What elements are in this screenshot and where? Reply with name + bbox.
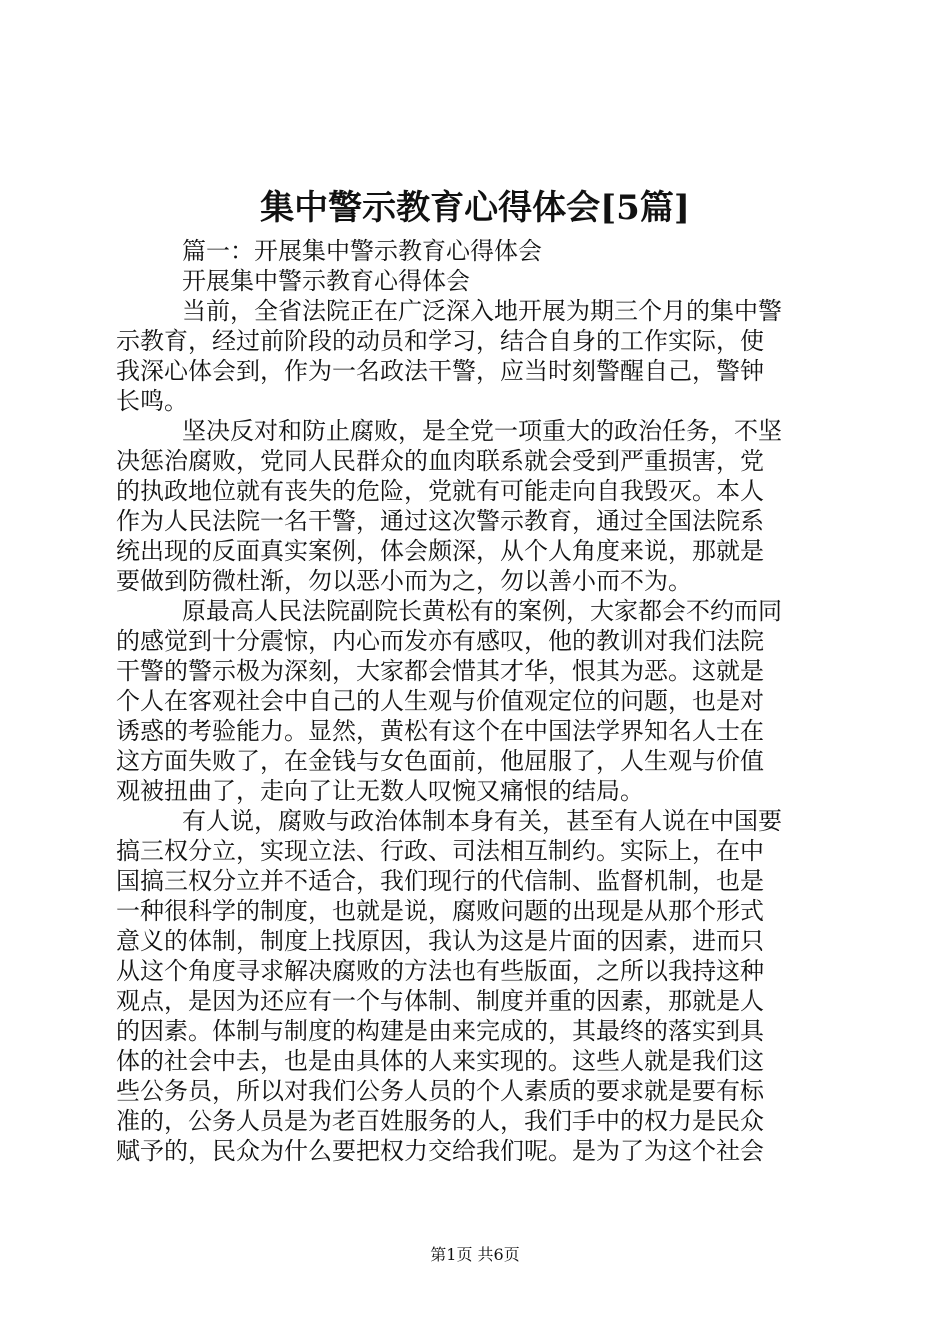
text-line: 的感觉到十分震惊，内心而发亦有感叹，他的教训对我们法院 (116, 627, 764, 655)
text-line: 准的，公务人员是为老百姓服务的人，我们手中的权力是民众 (116, 1107, 764, 1135)
text-line: 个人在客观社会中自己的人生观与价值观定位的问题，也是对 (116, 687, 764, 715)
text-line: 统出现的反面真实案例，体会颇深，从个人角度来说，那就是 (116, 537, 764, 565)
text-line: 体的社会中去，也是由具体的人来实现的。这些人就是我们这 (116, 1047, 764, 1075)
document-body (116, 236, 832, 1166)
text-line: 国搞三权分立并不适合，我们现行的代信制、监督机制，也是 (116, 867, 764, 895)
text-line: 长鸣。 (116, 387, 188, 415)
text-line: 这方面失败了，在金钱与女色面前，他屈服了，人生观与价值 (116, 747, 764, 775)
text-line: 些公务员，所以对我们公务人员的个人素质的要求就是要有标 (116, 1077, 764, 1105)
text-line: 意义的体制，制度上找原因，我认为这是片面的因素，进而只 (116, 927, 764, 955)
text-line: 原最高人民法院副院长黄松有的案例，大家都会不约而同 (182, 597, 782, 625)
text-line: 的因素。体制与制度的构建是由来完成的，其最终的落实到具 (116, 1017, 764, 1045)
text-line: 干警的警示极为深刻，大家都会惜其才华，恨其为恶。这就是 (116, 657, 764, 685)
text-line: 赋予的，民众为什么要把权力交给我们呢。是为了为这个社会 (116, 1137, 764, 1165)
text-line: 观点，是因为还应有一个与体制、制度并重的因素，那就是人 (116, 987, 764, 1015)
text-line: 坚决反对和防止腐败，是全党一项重大的政治任务，不坚 (182, 417, 782, 445)
text-line: 搞三权分立，实现立法、行政、司法相互制约。实际上，在中 (116, 837, 764, 865)
text-line: 决惩治腐败，党同人民群众的血肉联系就会受到严重损害，党 (116, 447, 764, 475)
text-line: 诱惑的考验能力。显然，黄松有这个在中国法学界知名人士在 (116, 717, 764, 745)
document-title: 集中警示教育心得体会[5篇] (260, 188, 690, 228)
text-line: 的执政地位就有丧失的危险，党就有可能走向自我毁灭。本人 (116, 477, 764, 505)
text-line: 开展集中警示教育心得体会 (182, 267, 470, 295)
text-line: 篇一：开展集中警示教育心得体会 (182, 237, 542, 265)
page-footer: 第1页 共6页 (430, 1245, 520, 1264)
text-line: 有人说，腐败与政治体制本身有关，甚至有人说在中国要 (182, 807, 782, 835)
text-line: 一种很科学的制度，也就是说，腐败问题的出现是从那个形式 (116, 897, 764, 925)
text-line: 作为人民法院一名干警，通过这次警示教育，通过全国法院系 (116, 507, 764, 535)
text-line: 示教育，经过前阶段的动员和学习，结合自身的工作实际，使 (116, 327, 764, 355)
text-line: 观被扭曲了，走向了让无数人叹惋又痛恨的结局。 (116, 777, 644, 805)
text-line: 要做到防微杜渐，勿以恶小而为之，勿以善小而不为。 (116, 567, 692, 595)
text-line: 我深心体会到，作为一名政法干警，应当时刻警醒自己，警钟 (116, 357, 764, 385)
text-line: 从这个角度寻求解决腐败的方法也有些版面，之所以我持这种 (116, 957, 764, 985)
text-line: 当前，全省法院正在广泛深入地开展为期三个月的集中警 (182, 297, 782, 325)
